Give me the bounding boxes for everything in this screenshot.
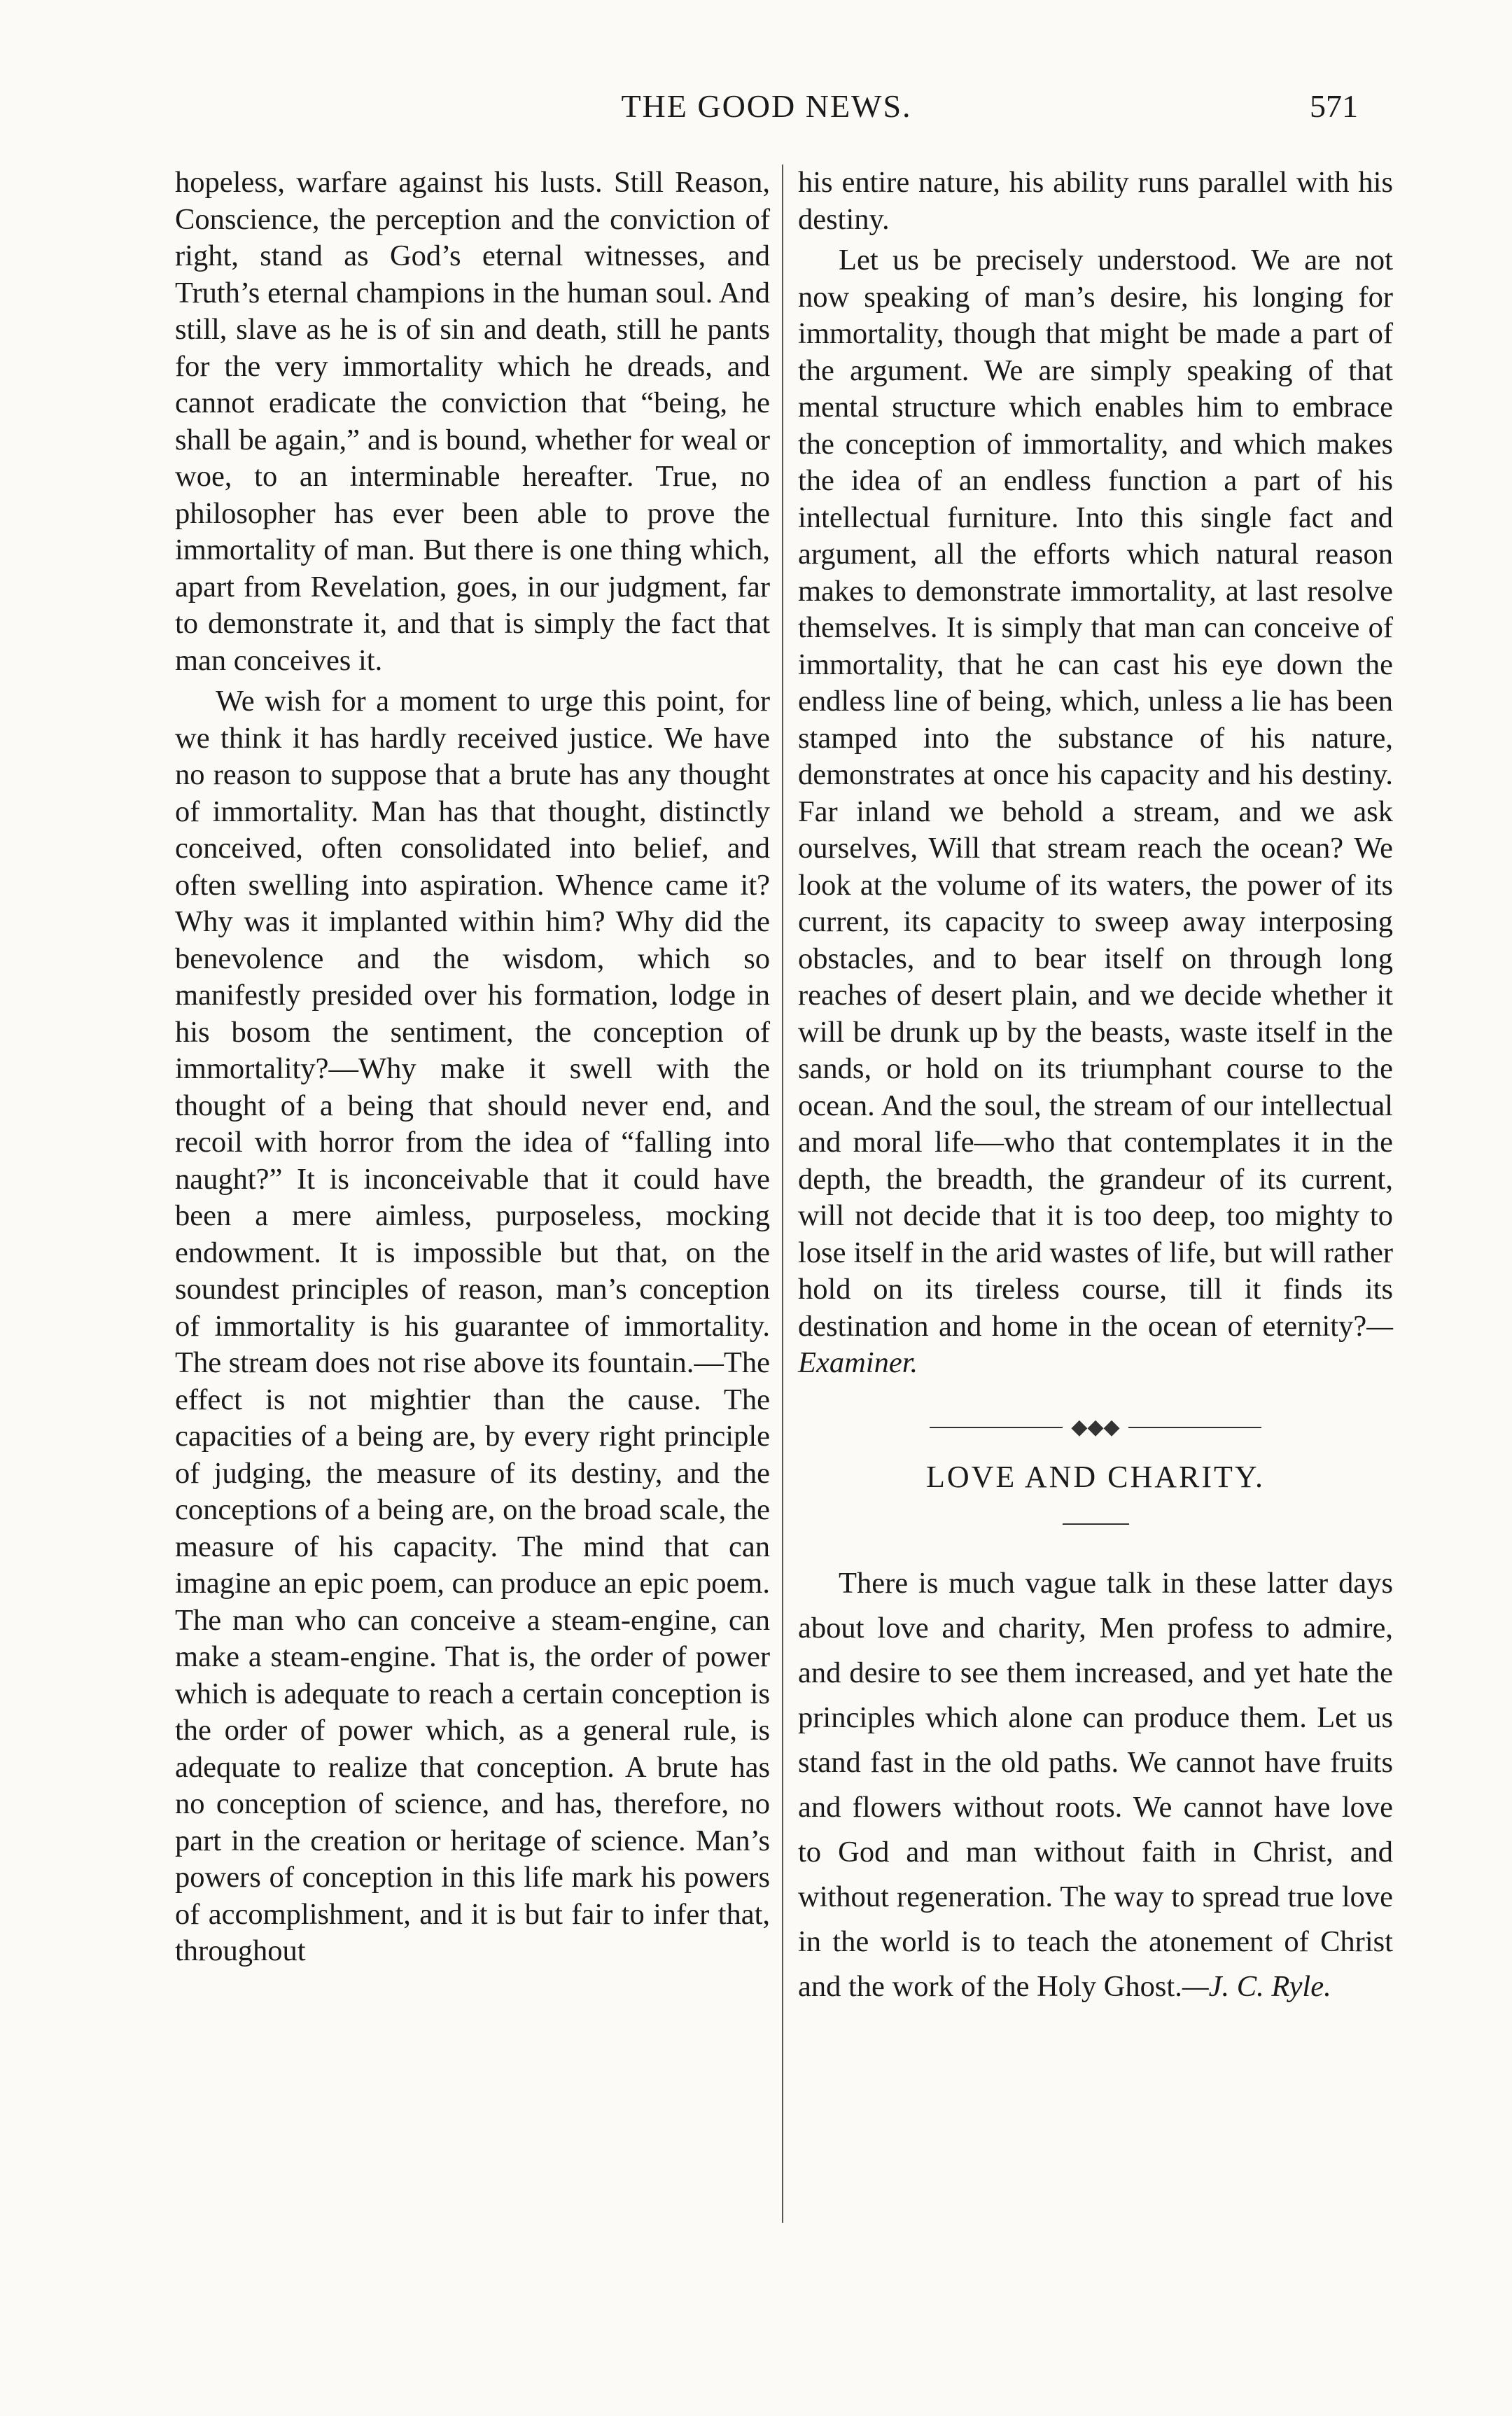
section-title: LOVE AND CHARITY.	[925, 1459, 1266, 1494]
love-charity-paragraph	[798, 1561, 1393, 2009]
paragraph-understood	[798, 242, 1393, 1382]
page-header	[175, 88, 1358, 130]
ornament-diamonds: ◆◆◆	[1071, 1415, 1120, 1439]
column-divider	[782, 165, 783, 2223]
paragraph-understood-text: Let us be precisely understood. We are not now speaking of man’s desire, his longing for immortality, though that might be made a part of the argument. We are simply speaking of that mental structure which enables him to embrace the conception of immortality, and which makes the idea of an endless function a part of his intellectual furniture. Into this single fact and argument, all the efforts which natural reason makes to demonstrate immortality, at last resolve themselves. It is simply that man can conceive of immortality, that he can cast his eye down the endless line of being, which, unless a lie has been stamped into the substance of his nature, demonstrates at once his capacity and his destiny. Far inland we behold a stream, and we ask ourselves, Will that stream reach the ocean? We look at the volume of its waters, the power of its current, its capacity to sweep away interposing obstacles, and to bear itself on through long reaches of desert plain, and we decide whether it will be drunk up by the beasts, waste itself in the sands, or hold on its triumphant course to the ocean. And the soul, the stream of our intellectual and moral life—who that contemplates it in the depth, the breadth, the grandeur of its current, will not decide that it is too deep, too mighty to lose itself in the arid wastes of life, but will rather hold on its tireless course, till it finds its destination and home in the ocean of eternity?	[798, 244, 1393, 1343]
paragraph-continuation: hopeless, warfare against his lusts. Still Reason, Conscience, the perception and the conviction of right, stand as God’s eternal witnesses, and Truth’s eternal champions in the human soul. And still, slave as he is of sin and death, still he pants for the very immortality which he dreads, and cannot eradicate the conviction that “being, he shall be again,” and is bound, whether for weal or woe, to an interminable hereafter. True, no philosopher has ever been able to prove the immortality of man. But there is one thing which, apart from Revelation, goes, in our judgment, far to demonstrate it, and that is simply the fact that man conceives it.	[175, 166, 770, 677]
left-column	[175, 165, 770, 1970]
love-charity-attribution: —J. C. Ryle.	[1182, 1970, 1331, 2004]
page-number: 571	[1310, 88, 1358, 124]
running-title: THE GOOD NEWS.	[621, 88, 912, 124]
love-charity-section	[798, 1561, 1393, 2009]
paragraph-destiny: his entire nature, his ability runs parallel with his destiny.	[798, 166, 1393, 236]
section-ornament	[798, 1416, 1393, 1438]
title-underline-rule	[1063, 1523, 1129, 1525]
article-attribution: —Examiner.	[798, 1309, 1393, 1379]
ornament-rule-right	[1128, 1427, 1261, 1428]
right-column	[798, 165, 1393, 2009]
ornament-rule-left	[930, 1427, 1063, 1428]
love-charity-text: There is much vague talk in these latter days about love and charity, Men profess to admire, and desire to see them increased, and yet hate the principles which alone can produce them. Let us stand fast in the old paths. We cannot have fruits and flowers without roots. We cannot have love to God and man without faith in Christ, and without regeneration. The way to spread true love in the world is to teach the atonement of Christ and the work of the Holy Ghost.	[798, 1567, 1393, 2004]
paragraph-immortality-argument: We wish for a moment to urge this point, for we think it has hardly received justice. We have no reason to suppose that a brute has any thought of immortality. Man has that thought, distinctly conceived, often consolidated into belief, and often swelling into aspiration. Whence came it? Why was it implanted within him? Why did the benevolence and the wisdom, which so manifestly presided over his formation, lodge in his bosom the sentiment, the conception of immortality?—Why make it swell with the thought of a being that should never end, and recoil with horror from the idea of “falling into naught?” It is inconceivable that it could have been a mere aimless, purposeless, mocking endowment. It is impossible but that, on the soundest principles of reason, man’s conception of immortality is his guarantee of immortality. The stream does not rise above its fountain.—The effect is not mightier than the cause. The capacities of a being are, by every right principle of judging, the measure of its destiny, and the conceptions of a being are, on the broad scale, the measure of his capacity. The mind that can imagine an epic poem, can produce an epic poem. The man who can conceive a steam-engine, can make a steam-engine. That is, the order of power which is adequate to reach a certain conception is the order of power which, as a general rule, is adequate to realize that conception. A brute has no conception of science, and has, therefore, no part in the creation or heritage of science. Man’s powers of conception in this life mark his powers of accomplishment, and it is but fair to infer that, throughout	[175, 685, 770, 1967]
